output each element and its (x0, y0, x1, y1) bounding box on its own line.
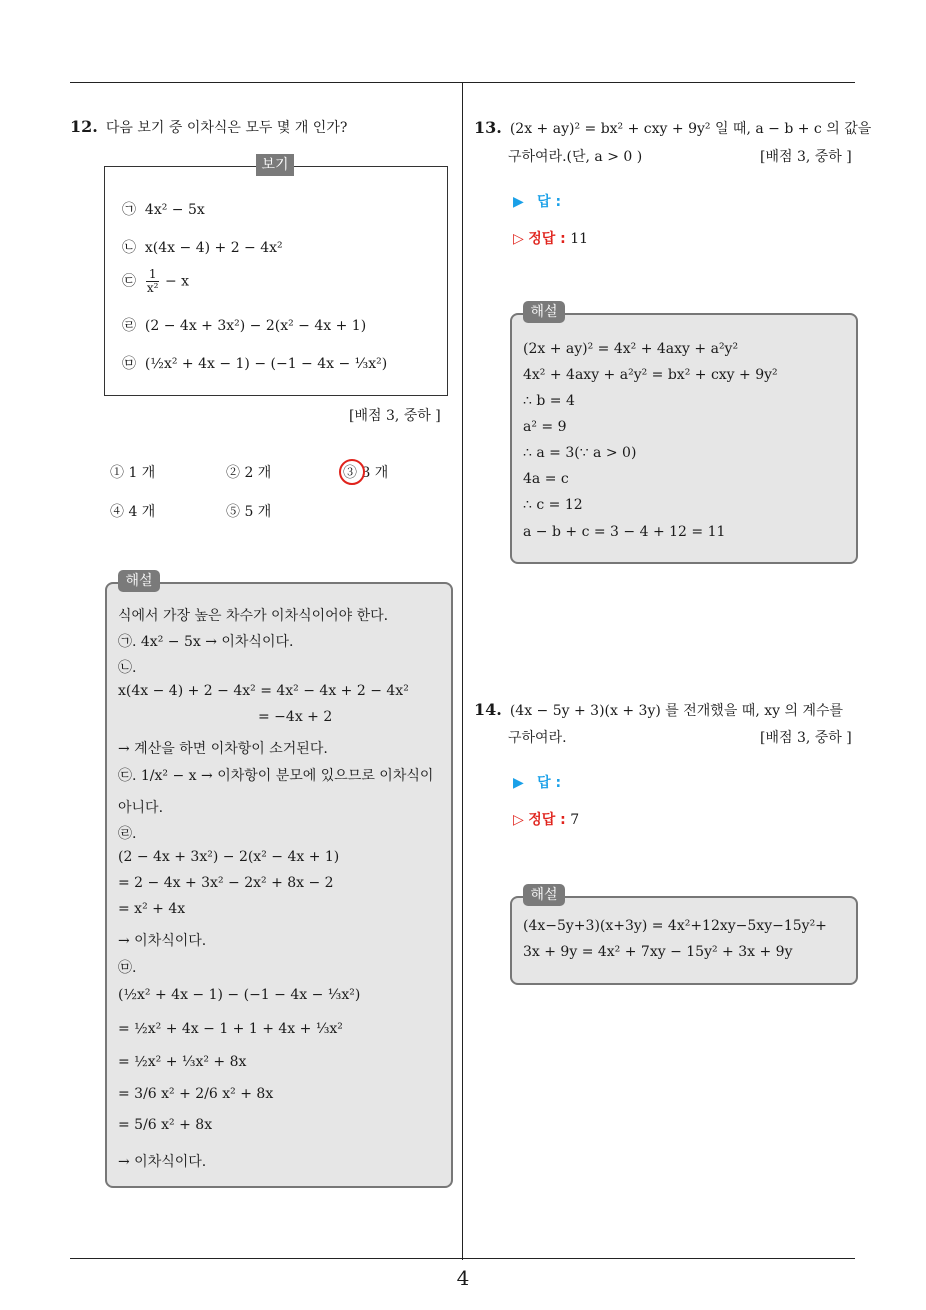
question-text-cont: 구하여라. (508, 730, 567, 746)
solution-line: a² = 9 (523, 419, 567, 435)
solution-line: = −4x + 2 (258, 709, 333, 725)
item-expr: 4x² − 5x (144, 202, 205, 218)
solution-tag: 해설 (523, 301, 565, 323)
solution-line: x(4x − 4) + 2 − 4x² = 4x² − 4x + 2 − 4x² (118, 683, 409, 699)
solution-line: ∴ b = 4 (523, 393, 575, 409)
question-text: (2x + ay)² = bx² + cxy + 9y² 일 때, a − b + c 의 값을 (509, 121, 872, 137)
bogi-item-5 (122, 353, 387, 373)
solution-line: → 이차식이다. (118, 933, 207, 949)
answer-label: 답 : (537, 775, 562, 791)
score-label: [배점 3, 중하 ] (760, 149, 852, 165)
item-mark: ㉡ (122, 240, 136, 256)
question-text: (4x − 5y + 3)(x + 3y) 를 전개했을 때, xy 의 계수를 (509, 703, 844, 719)
solution-line: 4a = c (523, 471, 569, 487)
solution-line: = x² + 4x (118, 901, 186, 917)
play-arrow-icon: ▶ (513, 194, 524, 210)
choice-4[interactable]: ④ 4 개 (110, 504, 156, 520)
score-label: [배점 3, 중하 ] (349, 408, 441, 424)
solution-line: 3x + 9y = 4x² + 7xy − 15y² + 3x + 9y (523, 944, 793, 960)
solution-line: 아니다. (118, 800, 164, 816)
bottom-rule (70, 1258, 855, 1259)
correct-answer-label: 정답 : (528, 231, 566, 247)
correct-answer-row (513, 228, 588, 248)
solution-box-14 (510, 896, 858, 985)
bogi-item-4 (122, 315, 366, 335)
choice-3[interactable]: ③ 3 개 (343, 465, 389, 481)
item-expr: (2 − 4x + 3x²) − 2(x² − 4x + 1) (144, 318, 367, 334)
solution-line: (2x + ay)² = 4x² + 4axy + a²y² (523, 341, 739, 357)
question-number: 13. (474, 118, 502, 137)
bogi-item-1 (122, 199, 205, 219)
correct-answer-value: 7 (570, 812, 580, 828)
correct-answer-value: 11 (570, 231, 589, 247)
item-mark: ㉤ (122, 356, 136, 372)
solution-line: ∴ c = 12 (523, 497, 583, 513)
bogi-item-3 (122, 268, 189, 295)
question-12-header (70, 117, 347, 137)
choice-1[interactable]: ① 1 개 (110, 465, 156, 481)
solution-line: ㉤. (118, 960, 137, 976)
choice-5[interactable]: ⑤ 5 개 (226, 504, 272, 520)
solution-line: ∴ a = 3(∵ a > 0) (523, 445, 637, 461)
question-14-header (474, 700, 843, 720)
bogi-title: 보기 (256, 154, 294, 176)
item-expr: (½x² + 4x − 1) − (−1 − 4x − ⅓x²) (144, 356, 388, 372)
solution-line: (2 − 4x + 3x²) − 2(x² − 4x + 1) (118, 849, 340, 865)
solution-line: → 이차식이다. (118, 1154, 207, 1170)
question-text: 다음 보기 중 이차식은 모두 몇 개 인가? (105, 120, 348, 136)
answer-label: 답 : (537, 194, 562, 210)
solution-line: ㉠. 4x² − 5x → 이차식이다. (118, 634, 294, 650)
question-text-cont: 구하여라.(단, a > 0 ) (508, 149, 643, 165)
correct-answer-row (513, 809, 579, 829)
fraction (146, 268, 160, 295)
answer-row[interactable] (513, 191, 561, 211)
solution-line: (4x−5y+3)(x+3y) = 4x²+12xy−5xy−15y²+ (523, 918, 827, 934)
correct-answer-label: 정답 : (528, 812, 566, 828)
bogi-item-2 (122, 237, 283, 257)
solution-tag: 해설 (523, 884, 565, 906)
item-mark: ㉢ (122, 273, 136, 290)
solution-line: = 3/6 x² + 2/6 x² + 8x (118, 1086, 274, 1102)
solution-line: = 2 − 4x + 3x² − 2x² + 8x − 2 (118, 875, 334, 891)
solution-line: = ½x² + 4x − 1 + 1 + 4x + ⅓x² (118, 1021, 343, 1037)
solution-line: = 5/6 x² + 8x (118, 1117, 213, 1133)
question-13-header (474, 118, 871, 138)
solution-line: 식에서 가장 높은 차수가 이차식이어야 한다. (118, 608, 389, 624)
outline-arrow-icon: ▷ (513, 812, 524, 828)
column-divider (462, 83, 463, 1260)
solution-line: a − b + c = 3 − 4 + 12 = 11 (523, 524, 726, 540)
frac-denominator: x² (146, 281, 159, 295)
selected-answer-circle (339, 459, 365, 485)
item-mark: ㉠ (122, 202, 136, 218)
question-number: 14. (474, 700, 502, 719)
item-expr: − x (164, 273, 190, 290)
page-number: 4 (456, 1266, 470, 1290)
score-label: [배점 3, 중하 ] (760, 730, 852, 746)
solution-tag: 해설 (118, 570, 160, 592)
choice-2[interactable]: ② 2 개 (226, 465, 272, 481)
item-mark: ㉣ (122, 318, 136, 334)
solution-line: = ½x² + ⅓x² + 8x (118, 1054, 247, 1070)
solution-line: → 계산을 하면 이차항이 소거된다. (118, 741, 328, 757)
solution-line: 4x² + 4axy + a²y² = bx² + cxy + 9y² (523, 367, 778, 383)
play-arrow-icon: ▶ (513, 775, 524, 791)
solution-line: ㉡. (118, 660, 137, 676)
solution-line: ㉢. 1/x² − x → 이차항이 분모에 있으므로 이차식이 (118, 768, 434, 784)
outline-arrow-icon: ▷ (513, 231, 524, 247)
question-number: 12. (70, 117, 98, 136)
frac-numerator: 1 (146, 268, 160, 282)
item-expr: x(4x − 4) + 2 − 4x² (144, 240, 283, 256)
solution-line: (½x² + 4x − 1) − (−1 − 4x − ⅓x²) (118, 987, 361, 1003)
solution-line: ㉣. (118, 826, 137, 842)
answer-row[interactable] (513, 772, 561, 792)
